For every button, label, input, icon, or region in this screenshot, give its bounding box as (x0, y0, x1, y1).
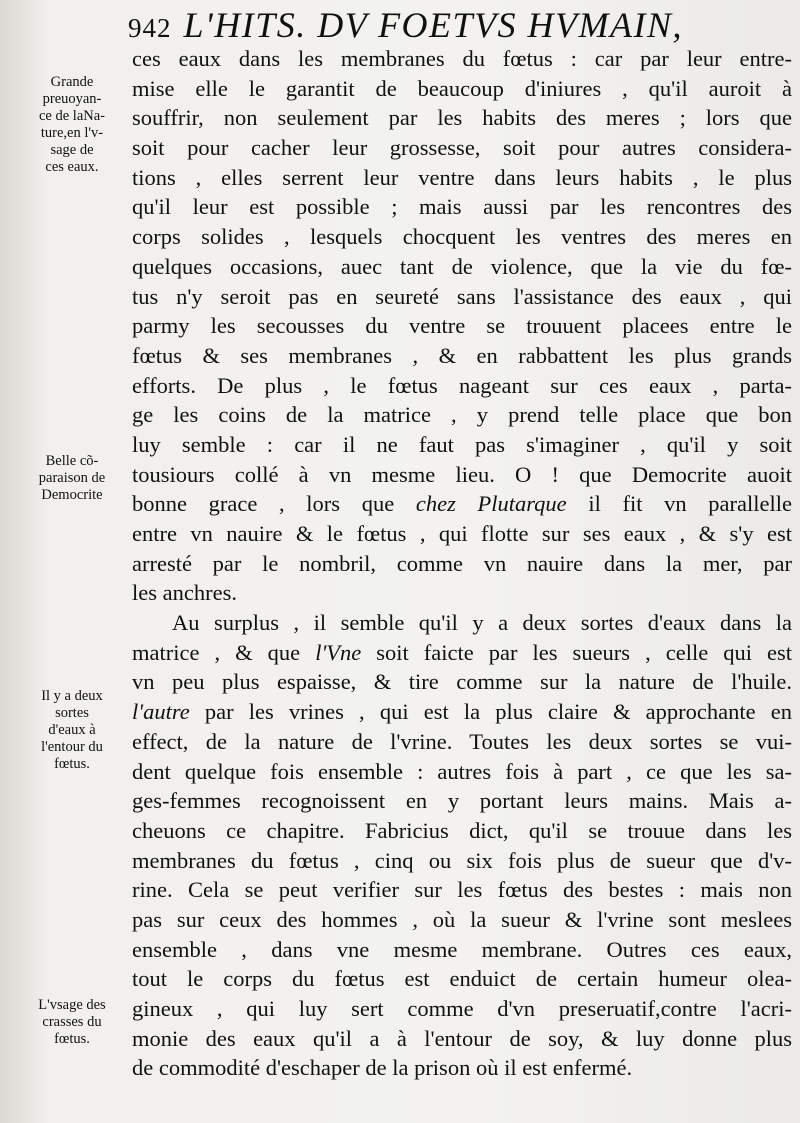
margin-note-line: crasses du (42, 1014, 102, 1030)
text-line: gineux , qui luy sert comme d'vn preseruatif,contre l'acri- (132, 996, 792, 1021)
margin-note-line: sage de (50, 142, 94, 158)
page-number: 942 (128, 13, 172, 43)
text-line: quelques occasions, auec tant de violence, que la vie du fœ- (132, 253, 792, 279)
text-line: arresté par le nombril, comme vn nauire dans la mer, par (132, 550, 792, 576)
text-line: vn peu plus espaisse, & tire comme sur la nature de l'huile. (132, 669, 792, 695)
paragraph-first-line: Au surplus , il semble qu'il y a deux sortes d'eaux dans la (172, 610, 792, 636)
margin-note-4 (14, 997, 130, 1048)
text-line: dent quelque fois ensemble : autres fois à part , ce que les sa- (132, 758, 792, 784)
text-line: cheuons ce chapitre. Fabricius dict, qu'il se trouue dans les (132, 817, 792, 843)
margin-note-line: d'eaux à (48, 722, 96, 738)
margin-note-line: L'vsage des (38, 997, 106, 1013)
running-title: L'HITS. DV FOETVS HVMAIN, (183, 5, 684, 45)
margin-note-2 (14, 453, 130, 504)
margin-note-line: Il y a deux (41, 688, 103, 704)
text-line: ge les coins de la matrice , y prend telle place que bon (132, 402, 792, 428)
text-line: pas sur ceux des hommes , où la sueur & l'vrine sont meslees (132, 906, 792, 932)
margin-note-line: Belle cõ- (45, 453, 99, 469)
text-line: ges-femmes recognoissent en y portant leurs mains. Mais a- (132, 788, 792, 814)
margin-note-line: Grande (50, 74, 94, 90)
italic-term: l'Vne (315, 639, 362, 665)
margin-note-line: preuoyan- (42, 91, 102, 107)
text-run: bonne grace , lors que (132, 491, 416, 517)
text-line (132, 638, 792, 668)
margin-note-line: l'entour du (41, 739, 103, 755)
text-line: rine. Cela se peut verifier sur les fœtus des bestes : mais non (132, 877, 792, 903)
text-line: efforts. De plus , le fœtus nageant sur ces eaux , parta- (132, 372, 792, 398)
text-line: tout le corps du fœtus est enduict de certain humeur olea- (132, 966, 792, 992)
main-text (132, 44, 792, 1083)
margin-note-line: ture,en l'v- (40, 125, 104, 141)
text-line: effect, de la nature de l'vrine. Toutes les deux sortes se vui- (132, 728, 792, 754)
margin-note-line: fœtus. (54, 1031, 90, 1047)
text-line: ces eaux dans les membranes du fœtus : car par leur entre- (132, 46, 792, 71)
text-line (132, 697, 792, 727)
page-header (128, 4, 800, 48)
text-run: matrice , & que (132, 639, 316, 665)
text-line: luy semble : car il ne faut pas s'imaginer , qu'il y soit (132, 431, 792, 457)
text-line: tus n'y seroit pas en seureté sans l'assistance des eaux , qui (132, 283, 792, 309)
margin-note-line: sortes (55, 705, 89, 721)
text-line: parmy les secousses du ventre se trouuent placees entre le (132, 313, 792, 339)
margin-note-line: fœtus. (54, 756, 90, 772)
text-line: tousiours collé à vn mesme lieu. O ! que Democrite auoit (132, 461, 792, 487)
text-line: qu'il leur est possible ; mais aussi par les rencontres des (132, 194, 792, 220)
text-line: les anchres. (132, 580, 237, 606)
text-line: membranes du fœtus , cinq ou six fois plus de sueur que d'v- (132, 847, 792, 873)
margin-note-1 (14, 74, 130, 176)
text-line: souffrir, non seulement par les habits des meres ; lors que (132, 105, 792, 131)
text-line: entre vn nauire & le fœtus , qui flotte sur ses eaux , & s'y est (132, 521, 792, 546)
text-line: soit pour cacher leur grossesse, soit pour autres considera- (132, 135, 792, 161)
margin-note-line: paraison de (38, 470, 106, 486)
text-run: soit faicte par les sueurs , celle qui est (361, 639, 792, 665)
margin-note-3 (14, 688, 130, 773)
italic-term: l'autre (132, 699, 190, 725)
text-line: monie des eaux qu'il a à l'entour de soy, & luy donne plus (132, 1025, 792, 1051)
text-line: fœtus & ses membranes , & en rabbattent les plus grands (132, 342, 792, 368)
text-line (132, 489, 792, 519)
text-run: il fit vn parallelle (566, 491, 792, 517)
margin-note-line: Democrite (41, 487, 103, 503)
text-run: par les vrines , qui est la plus claire & approchante en (189, 699, 792, 725)
margin-note-line: ce de laNa- (38, 108, 105, 124)
text-line: ensemble , dans vne mesme membrane. Outres ces eaux, (132, 936, 792, 962)
italic-citation: chez Plutarque (415, 491, 567, 517)
margin-note-line: ces eaux. (45, 159, 99, 175)
text-line: mise elle le garantit de beaucoup d'iniures , qu'il auroit à (132, 75, 792, 101)
text-line: tions , elles serrent leur ventre dans leurs habits , le plus (132, 164, 792, 190)
text-line: corps solides , lesquels chocquent les ventres des meres en (132, 224, 792, 250)
text-line: de commodité d'eschaper de la prison où il est enfermé. (132, 1055, 633, 1081)
